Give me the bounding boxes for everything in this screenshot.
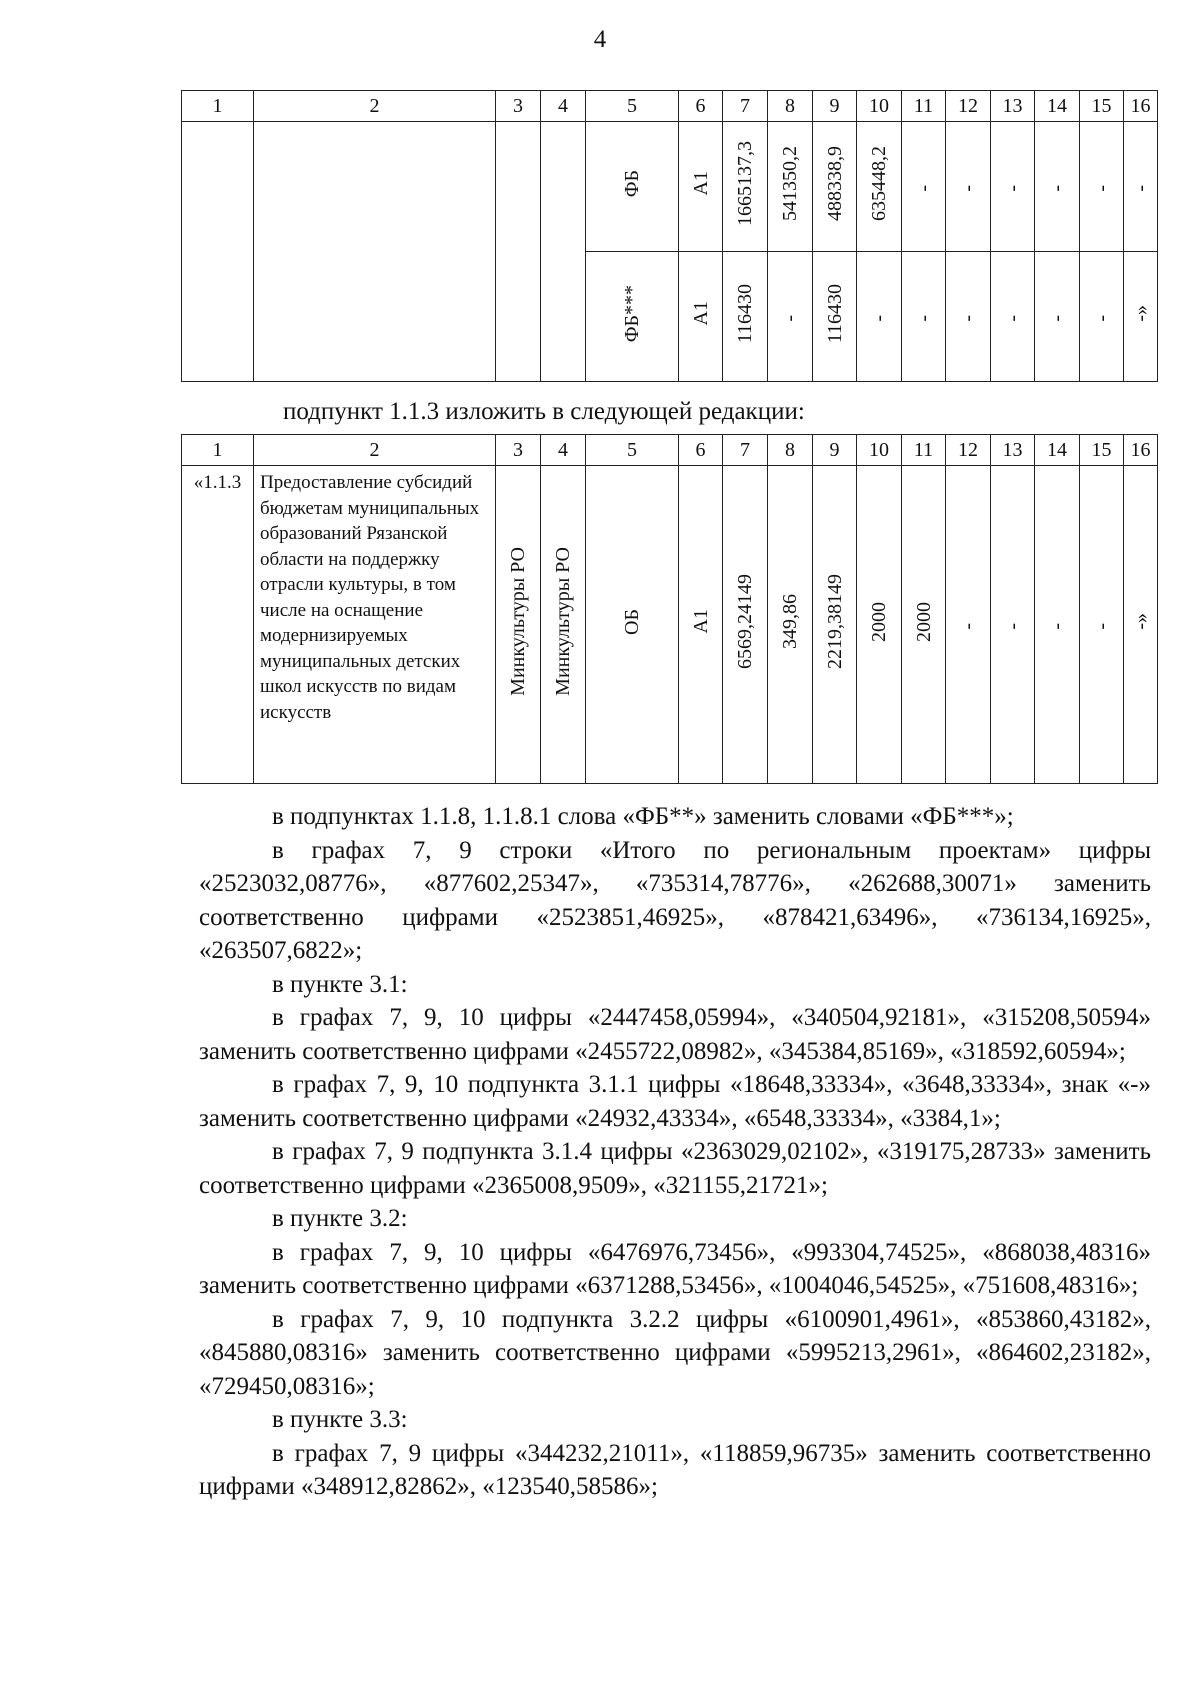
cell-text: А1 <box>689 609 712 634</box>
header-cell: 9 <box>813 91 857 122</box>
cell-text: А1 <box>689 301 712 326</box>
cell-text: - <box>957 623 979 630</box>
subparagraph-intro: подпункт 1.1.3 изложить в следующей редакции: <box>283 398 805 425</box>
header-cell: 13 <box>991 435 1035 466</box>
header-cell: 5 <box>586 91 679 122</box>
cell-text: - <box>868 315 890 322</box>
header-cell: 2 <box>254 435 496 466</box>
table-cell <box>857 466 902 784</box>
header-cell: 15 <box>1080 91 1124 122</box>
amendment-text <box>199 800 1151 1504</box>
cell-text: - <box>1046 315 1068 322</box>
cell-text: - <box>1001 623 1024 630</box>
paragraph: в подпунктах 1.1.8, 1.1.8.1 слова «ФБ**» заменить словами «ФБ***»; <box>272 803 1014 830</box>
cell-text: 635448,2 <box>868 146 890 221</box>
table-cell <box>946 252 991 382</box>
cell-text: - <box>779 315 801 322</box>
cell-text: 488338,9 <box>823 146 846 221</box>
paragraph: в графах 7, 9, 10 цифры «6476976,73456», «993304,74525», «868038,48316» заменить соответственно цифрами «6371288,53456», «1004046,54525», «751608,48316»; <box>199 1238 1151 1299</box>
header-cell: 9 <box>813 435 857 466</box>
empty-cell <box>496 122 541 382</box>
paragraph: в пункте 3.2: <box>272 1205 408 1232</box>
cell-text: -» <box>1129 613 1152 630</box>
table-cell <box>586 122 679 252</box>
table-cell <box>723 122 768 252</box>
table-row <box>182 466 1158 784</box>
table-cell <box>1035 122 1080 252</box>
page-number: 4 <box>593 26 607 53</box>
cell-text: Минкультуры РО <box>552 547 574 696</box>
table-cell <box>496 466 541 784</box>
table-cell <box>768 252 813 382</box>
paragraph: в графах 7, 9, 10 подпункта 3.2.2 цифры «6100901,4961», «853860,43182», «845880,08316» заменить соответственно цифрами «5995213,2961», «864602,23182», «729450,08316»; <box>199 1305 1151 1400</box>
header-cell: 16 <box>1124 91 1158 122</box>
header-cell: 10 <box>857 91 902 122</box>
continuation-table <box>181 90 1158 382</box>
cell-text: 116430 <box>823 283 846 344</box>
cell-text: - <box>1001 185 1024 192</box>
table-cell <box>768 122 813 252</box>
paragraph: в графах 7, 9, 10 цифры «2447458,05994», «340504,92181», «315208,50594» заменить соответственно цифрами «2455722,08982», «345384,85169», «318592,60594»; <box>199 1004 1151 1065</box>
table-header-row <box>182 435 1158 466</box>
table-cell <box>946 122 991 252</box>
header-cell: 11 <box>902 91 946 122</box>
cell-text: 116430 <box>734 283 756 344</box>
cell-text: 1665137,3 <box>734 141 756 226</box>
header-cell: 14 <box>1035 435 1080 466</box>
table-cell <box>991 122 1035 252</box>
table-row <box>182 122 1158 252</box>
paragraph: в пункте 3.1: <box>272 970 408 998</box>
cell-text: 2000 <box>912 601 935 642</box>
header-cell: 7 <box>723 435 768 466</box>
header-cell: 13 <box>991 91 1035 122</box>
cell-text: - <box>1046 185 1068 192</box>
table-cell <box>902 122 946 252</box>
table-cell <box>679 466 723 784</box>
table-cell <box>813 252 857 382</box>
cell-text: - <box>1046 623 1068 630</box>
measure-name: Предоставление субсидий бюджетам муниципальных образований Рязанской области на поддержку отрасли культуры, в том числе на оснащение модернизируемых муниципальных детских школ искусств по видам искусств <box>254 466 496 784</box>
cell-text: - <box>1001 315 1024 322</box>
table-cell <box>679 122 723 252</box>
header-cell: 15 <box>1080 435 1124 466</box>
table-cell <box>1080 466 1124 784</box>
cell-text: - <box>912 185 935 192</box>
header-cell: 8 <box>768 435 813 466</box>
header-cell: 11 <box>902 435 946 466</box>
paragraph: в графах 7, 9 строки «Итого по региональным проектам» цифры «2523032,08776», «877602,25347», «735314,78776», «262688,30071» заменить соответственно цифрами «2523851,46925», «878421,63496», «736134,16925», «263507,6822»; <box>199 836 1151 964</box>
cell-text: ФБ <box>621 169 643 198</box>
table-cell <box>723 466 768 784</box>
header-cell: 14 <box>1035 91 1080 122</box>
cell-text: 2219,38149 <box>823 574 846 669</box>
paragraph: в графах 7, 9 цифры «344232,21011», «118859,96735» заменить соответственно цифрами «348912,82862», «123540,58586»; <box>199 1439 1151 1500</box>
empty-cell <box>182 122 254 382</box>
table-cell <box>813 122 857 252</box>
header-cell: 10 <box>857 435 902 466</box>
cell-text: ФБ*** <box>621 284 643 343</box>
paragraph: в графах 7, 9, 10 подпункта 3.1.1 цифры «18648,33334», «3648,33334», знак «-» заменить соответственно цифрами «24932,43334», «6548,33334», «3384,1»; <box>199 1071 1151 1132</box>
paragraph: в графах 7, 9 подпункта 3.1.4 цифры «2363029,02102», «319175,28733» заменить соответственно цифрами «2365008,9509», «321155,21721»; <box>199 1138 1151 1199</box>
table-header-row <box>182 91 1158 122</box>
cell-text: ОБ <box>621 608 643 635</box>
header-cell: 16 <box>1124 435 1158 466</box>
empty-cell <box>541 122 586 382</box>
table-cell <box>679 252 723 382</box>
table-cell <box>541 466 586 784</box>
table-cell <box>857 252 902 382</box>
paragraph: в пункте 3.3: <box>272 1406 408 1433</box>
cell-text: 541350,2 <box>779 146 801 221</box>
header-cell: 8 <box>768 91 813 122</box>
header-cell: 1 <box>182 435 254 466</box>
header-cell: 3 <box>496 91 541 122</box>
cell-text: - <box>1129 185 1152 192</box>
table-cell <box>902 252 946 382</box>
cell-text: - <box>1090 623 1113 630</box>
cell-text: - <box>957 185 979 192</box>
table-cell <box>586 252 679 382</box>
table-cell <box>1124 122 1158 252</box>
header-cell: 6 <box>679 435 723 466</box>
table-cell <box>1035 466 1080 784</box>
table-cell <box>946 466 991 784</box>
cell-text: 6569,24149 <box>734 574 756 669</box>
cell-text: - <box>1090 315 1113 322</box>
cell-text: - <box>957 315 979 322</box>
table-cell <box>813 466 857 784</box>
table-cell <box>723 252 768 382</box>
table-cell <box>902 466 946 784</box>
table-cell <box>1080 252 1124 382</box>
header-cell: 12 <box>946 435 991 466</box>
table-cell <box>1124 252 1158 382</box>
header-cell: 4 <box>541 91 586 122</box>
header-cell: 1 <box>182 91 254 122</box>
cell-text: - <box>912 315 935 322</box>
subparagraph-code: «1.1.3 <box>182 466 254 784</box>
cell-text: - <box>1090 185 1113 192</box>
table-cell <box>991 466 1035 784</box>
subparagraph-table <box>181 434 1158 784</box>
cell-text: Минкультуры РО <box>507 547 529 696</box>
table-cell <box>1035 252 1080 382</box>
empty-cell <box>254 122 496 382</box>
table-cell <box>586 466 679 784</box>
header-cell: 4 <box>541 435 586 466</box>
header-cell: 5 <box>586 435 679 466</box>
table-cell <box>991 252 1035 382</box>
header-cell: 12 <box>946 91 991 122</box>
table-cell <box>1080 122 1124 252</box>
table-cell <box>857 122 902 252</box>
header-cell: 7 <box>723 91 768 122</box>
header-cell: 6 <box>679 91 723 122</box>
cell-text: 2000 <box>868 601 890 642</box>
header-cell: 2 <box>254 91 496 122</box>
table-cell <box>1124 466 1158 784</box>
header-cell: 3 <box>496 435 541 466</box>
table-cell <box>768 466 813 784</box>
cell-text: -» <box>1129 305 1152 322</box>
cell-text: А1 <box>689 171 712 196</box>
cell-text: 349,86 <box>779 594 801 649</box>
